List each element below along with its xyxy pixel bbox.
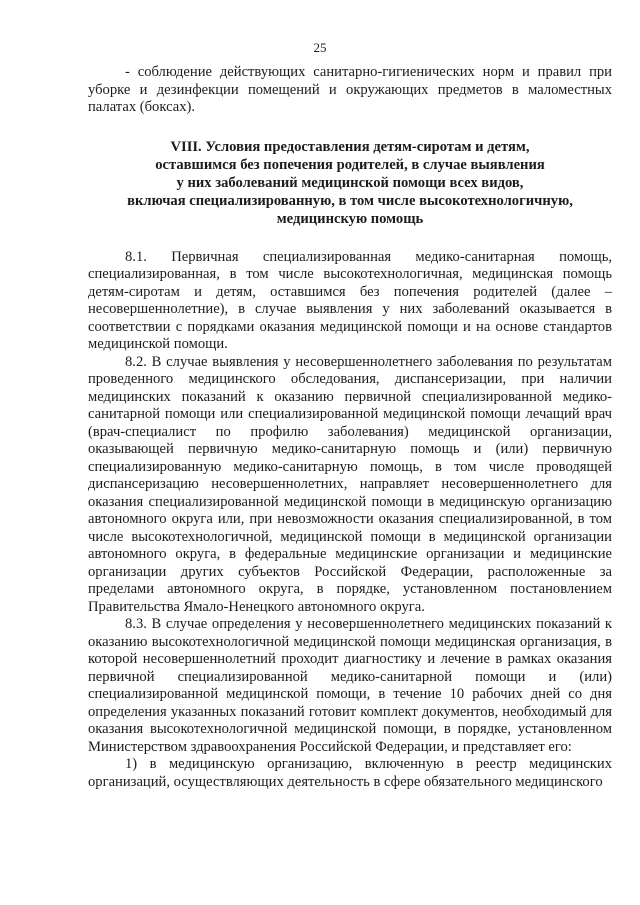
- paragraph-8-2: 8.2. В случае выявления у несовершеннолетнего заболевания по результатам проведенного медицинского обследования, диспансеризации, при наличии медицинских показаний к оказанию первичной специализированной медико-санитарной помощи или специализированной медицинской помощи лечащий врач (врач-специалист по профилю заболевания) медицинской организации, оказывающей первичную медико-санитарную помощь и (или) первичную специализированную медико-санитарную помощь, в том числе проводящей диспансеризацию несовершеннолетних, направляет несовершеннолетнего для оказания специализированной медицинской помощи в медицинскую организацию автономного округа или, при невозможности оказания специализированной, в том числе высокотехнологичной, медицинской помощи в медицинской организации автономного округа, в федеральные медицинские организации и медицинские организации других субъектов Российской Федерации, расположенные за пределами автономного округа, в порядке, установленном постановлением Правительства Ямало-Ненецкого автономного округа.: [88, 353, 612, 615]
- section-heading-line-3: у них заболеваний медицинской помощи всех видов,: [176, 174, 524, 191]
- document-body: [88, 64, 612, 791]
- paragraph-8-3-item-1: 1) в медицинскую организацию, включенную в реестр медицинских организаций, осуществляющих деятельность в сфере обязательного медицинского: [88, 756, 612, 790]
- section-heading-line-4: включая специализированную, в том числе высокотехнологичную,: [127, 192, 573, 209]
- section-heading-line-5: медицинскую помощь: [276, 210, 424, 227]
- paragraph-8-3: 8.3. В случае определения у несовершеннолетнего медицинских показаний к оказанию высокотехнологичной медицинской помощи медицинская организация, в которой несовершеннолетний проходит диагностику и лечение в рамках оказания первичной специализированной медико-санитарной помощи и (или) специализированной медицинской помощи, в течение 10 рабочих дней со дня определения указанных показаний готовит комплект документов, необходимый для оказания высокотехнологичной медицинской помощи, в порядке, установленном Министерством здравоохранения Российской Федерации, и представляет его:: [88, 616, 612, 755]
- section-heading-line-1: VIII. Условия предоставления детям-сиротам и детям,: [170, 138, 530, 155]
- page-number: 25: [313, 40, 327, 55]
- section-heading: [88, 138, 612, 228]
- intro-paragraph: - соблюдение действующих санитарно-гигиенических норм и правил при уборке и дезинфекции помещений и окружающих предметов в маломестных палатах (боксах).: [88, 64, 612, 115]
- section-heading-line-2: оставшимся без попечения родителей, в случае выявления: [155, 156, 545, 173]
- paragraph-8-1: 8.1. Первичная специализированная медико-санитарная помощь, специализированная, в том числе высокотехнологичная, медицинская помощь детям-сиротам и детям, оставшимся без попечения родителей (далее – несовершеннолетние), в случае выявления у них заболеваний оказывается в соответствии с порядками оказания медицинской помощи и на основе стандартов медицинской помощи.: [88, 248, 612, 352]
